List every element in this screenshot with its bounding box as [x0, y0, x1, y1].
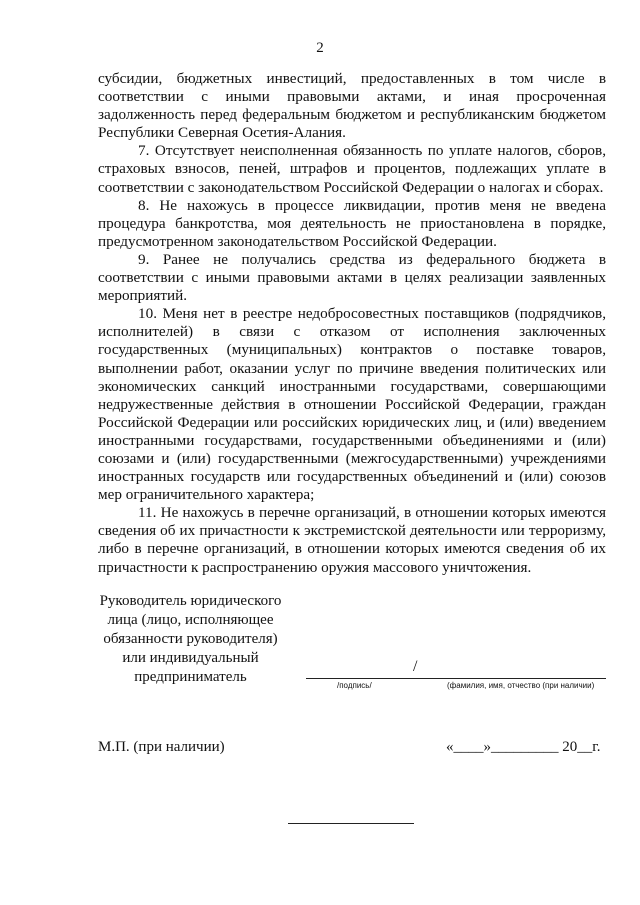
signatory-role-line: лица (лицо, исполняющее	[107, 612, 274, 628]
paragraph-continuation: субсидии, бюджетных инвестиций, предоставленных в том числе в соответствии с иными правовыми актами, и иная просроченная задолженность перед федеральным бюджетом и республиканским бюджетом Республики Северная Осетия-Алания.	[98, 70, 606, 142]
date-field[interactable]: «____»_________ 20__г.	[446, 739, 601, 755]
signatory-role-line: предприниматель	[134, 669, 247, 685]
signatory-role-line: или индивидуальный	[122, 650, 259, 666]
page-number: 2	[316, 40, 324, 56]
signature-caption: /подпись/	[337, 681, 372, 690]
paragraph-7: 7. Отсутствует неисполненная обязанность по уплате налогов, сборов, страховых взносов, пеней, штрафов и процентов, подлежащих уплате в соответствии с законодательством Российской Федерации о налогах и сборах.	[98, 142, 606, 196]
footer-divider	[288, 823, 414, 824]
stamp-label: М.П. (при наличии)	[98, 739, 225, 755]
signature-line[interactable]	[306, 678, 606, 679]
paragraph-11: 11. Не нахожусь в перечне организаций, в отношении которых имеются сведения об их причастности к экстремистской деятельности или терроризму, либо в перечне организаций, в отношении которых имеются сведения об их причастности к распространению оружия массового уничтожения.	[98, 504, 606, 576]
paragraph-8: 8. Не нахожусь в процессе ликвидации, против меня не введена процедура банкротства, моя деятельность не приостановлена в порядке, предусмотренном законодательством Российской Федерации.	[98, 196, 606, 250]
signatory-role-line: обязанности руководителя)	[103, 631, 278, 647]
document-body	[98, 70, 606, 577]
paragraph-10: 10. Меня нет в реестре недобросовестных поставщиков (подрядчиков, исполнителей) в связи с отказом от исполнения заключенных государственных (муниципальных) контрактов о поставке товаров, выполнении работ, оказании услуг по причине введения политических или экономических санкций иностранными государствами, совершающими недружественные действия в отношении Российской Федерации, граждан Российской Федерации или российских юридических лиц, и (или) введением иностранными государствами, государственными объединениями и (или) союзами и (или) государственными (межгосударственными) учреждениями иностранных государств или государственных объединений и (или) союзов мер ограничительного характера;	[98, 305, 606, 504]
name-caption: (фамилия, имя, отчество (при наличии)	[447, 681, 595, 690]
signature-slash: /	[413, 658, 418, 675]
signatory-role	[98, 592, 283, 687]
signatory-role-line: Руководитель юридического	[99, 593, 282, 609]
paragraph-9: 9. Ранее не получались средства из федерального бюджета в соответствии с иными правовыми актами в целях реализации заявленных мероприятий.	[98, 250, 606, 305]
